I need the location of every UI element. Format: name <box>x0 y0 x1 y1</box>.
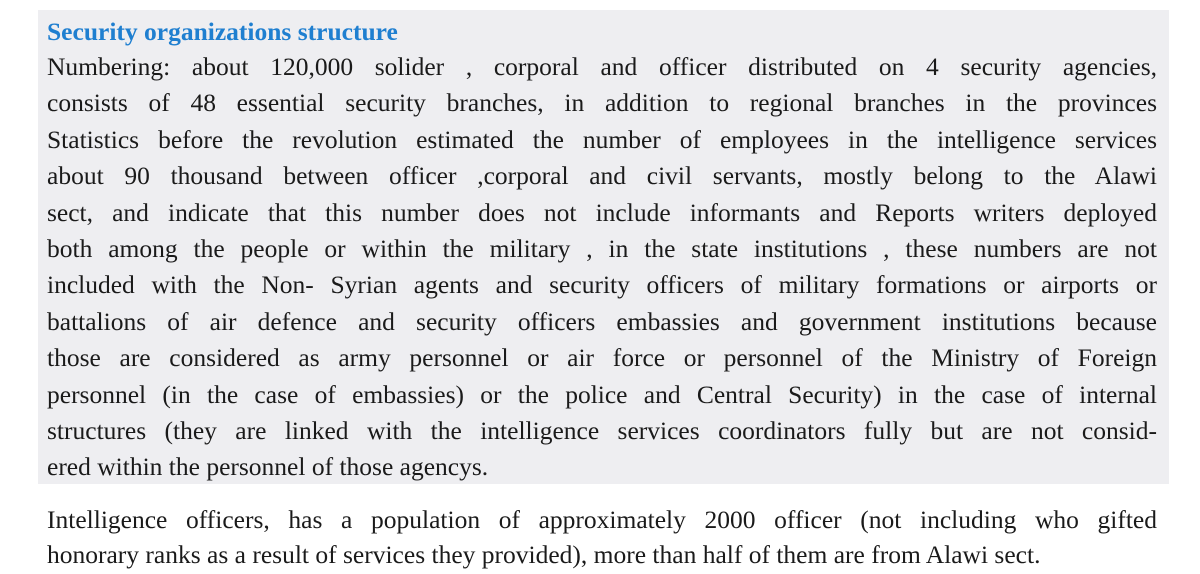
body-line: personnel (in the case of embassies) or the police and Central Security) in the case of internal <box>47 379 1157 409</box>
body-line: both among the people or within the military , in the state institutions , these numbers are not <box>47 233 1157 263</box>
body-line: sect, and indicate that this number does not include informants and Reports writers deployed <box>47 197 1157 227</box>
paragraph-line: honorary ranks as a result of services they provided), more than half of them are from Alawi sect. <box>47 540 1041 569</box>
body-line: Statistics before the revolution estimated the number of employees in the intelligence services <box>47 124 1157 154</box>
section-title: Security organizations structure <box>47 17 398 46</box>
paragraph-line: Intelligence officers, has a population of approximately 2000 officer (not including who gifted <box>47 505 1157 534</box>
body-line: structures (they are linked with the intelligence services coordinators fully but are not consid- <box>47 415 1157 445</box>
body-line: ered within the personnel of those agencys. <box>47 452 489 482</box>
body-line: those are considered as army personnel or air force or personnel of the Ministry of Foreign <box>47 343 1157 373</box>
shaded-section-box <box>38 10 1169 484</box>
body-line: included with the Non- Syrian agents and security officers of military formations or airports or <box>47 270 1157 300</box>
intelligence-officers-paragraph <box>47 502 1157 572</box>
body-line: about 90 thousand between officer ,corporal and civil servants, mostly belong to the Alawi <box>47 161 1157 191</box>
body-line: consists of 48 essential security branches, in addition to regional branches in the provinces <box>47 88 1157 118</box>
body-line: battalions of air defence and security officers embassies and government institutions because <box>47 306 1157 336</box>
body-line: Numbering: about 120,000 solider , corporal and officer distributed on 4 security agencies, <box>47 52 1157 81</box>
